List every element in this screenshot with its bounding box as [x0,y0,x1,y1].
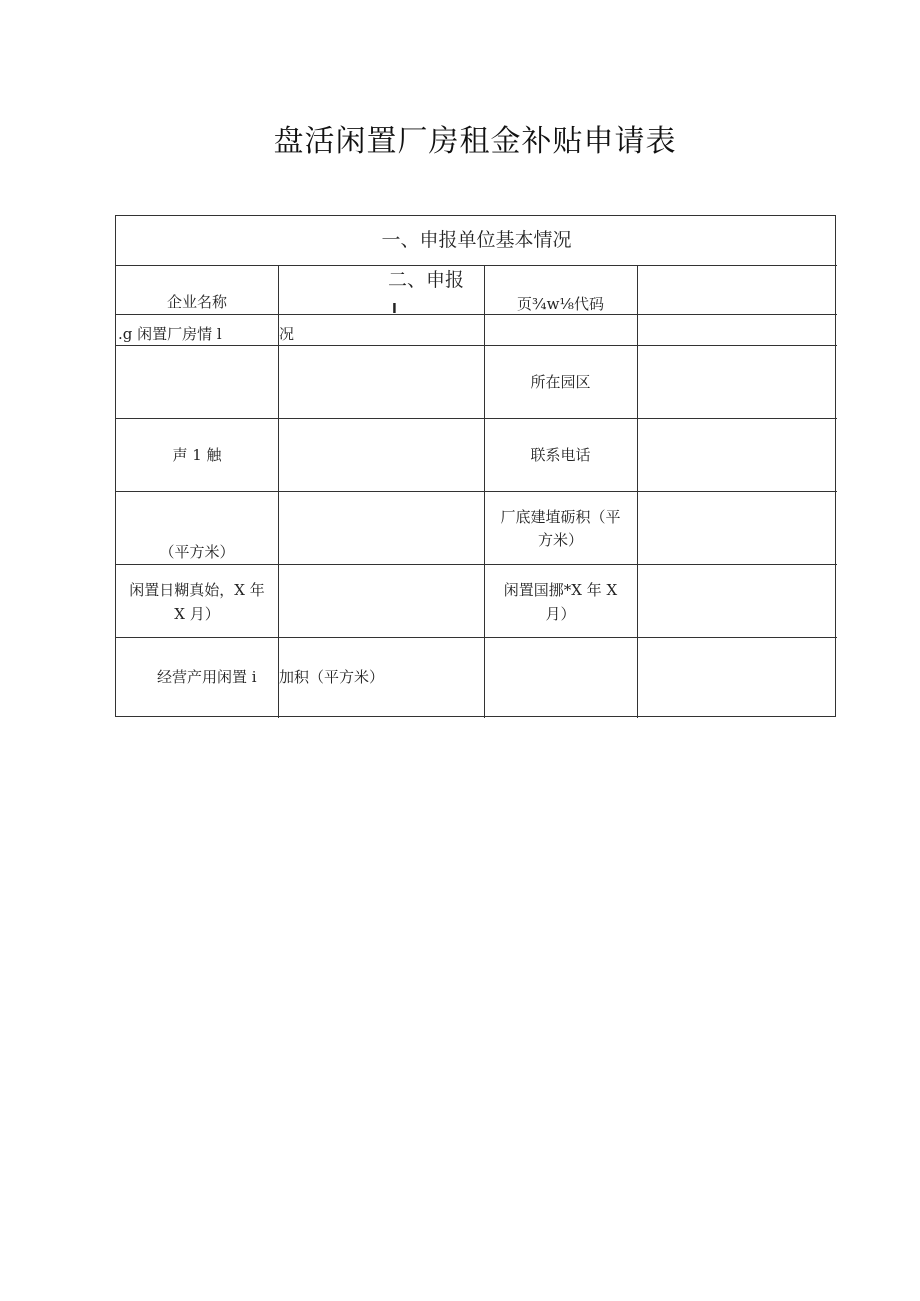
page-title: 盘活闲置厂房租金补贴申请表 [273,124,677,159]
idle-situation-label: .g 闲置厂房情 l [118,325,222,343]
section-heading-basic-info: 一、申报单位基本情况 [381,229,572,251]
application-form-table [115,215,836,717]
park-label: 所在园区 [530,373,591,391]
operating-idle-area-field[interactable] [485,638,637,718]
section-subheading-declare: 二、申报 [388,269,465,291]
contact-person-label: 声 1 触 [172,446,222,464]
building-area-field[interactable] [638,492,837,564]
building-area-label-line1: 厂底建埴砺积（平 [500,508,621,526]
operating-idle-area-label-cont: 加积（平方米） [279,668,385,686]
contact-person-field[interactable] [279,419,484,491]
idle-start-label-line1: 闲置日糊真始，X 年 [129,581,265,599]
company-name-field[interactable] [279,266,484,314]
row-divider [116,314,837,315]
idle-start-label-line2: X 月） [174,605,220,623]
idle-end-field[interactable] [638,565,837,637]
text-cursor-mark: I [392,302,397,317]
idle-situation-label-cont: 况 [279,325,295,343]
phone-label: 联系电话 [530,446,591,464]
phone-field[interactable] [638,419,837,491]
idle-area-field[interactable] [279,492,484,564]
credit-code-field[interactable] [638,266,837,314]
idle-end-label-line2: 月） [545,605,576,623]
idle-end-label-line1: 闲置国挪*X 年 X [503,581,618,599]
idle-start-field[interactable] [279,565,484,637]
area-unit-label: （平方米） [159,543,235,561]
operating-idle-area-label: 经营产用闲置 i [157,668,257,686]
extra-field[interactable] [638,638,837,718]
park-field[interactable] [638,346,837,418]
building-area-label-line2: 方米） [537,531,583,549]
company-name-label: 企业名称 [166,293,227,311]
credit-code-label: 页¾w⅛代码 [517,295,604,313]
